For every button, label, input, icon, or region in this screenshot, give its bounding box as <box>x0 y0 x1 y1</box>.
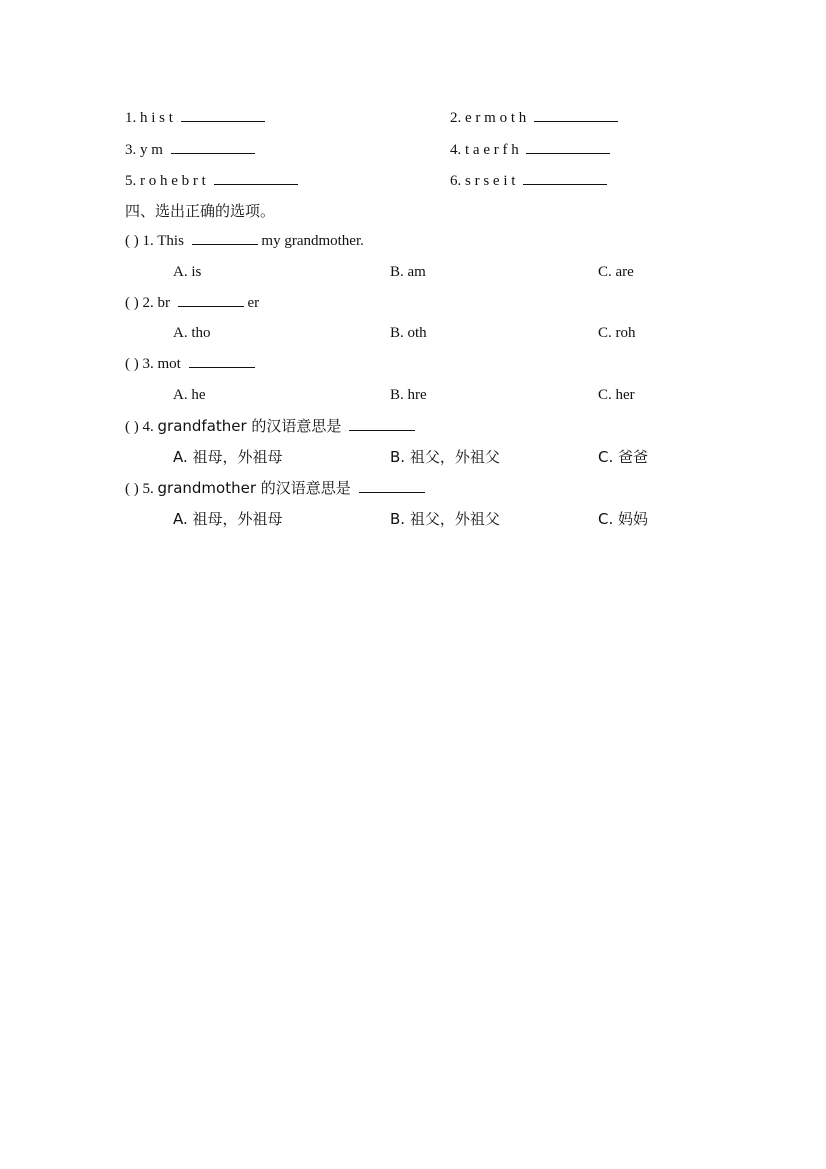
option-a[interactable]: A. 祖母，外祖母 <box>173 510 283 528</box>
question-text-before: br <box>157 295 170 311</box>
question-text-before: grandfather 的汉语意思是 <box>157 417 342 435</box>
question-text-after: er <box>247 295 260 311</box>
scramble-item-6 <box>450 170 607 192</box>
item-number: 3. <box>125 142 137 158</box>
scramble-item-5 <box>125 170 298 192</box>
question-1 <box>125 230 364 252</box>
question-blank <box>359 478 425 493</box>
option-a[interactable]: A. 祖母，外祖母 <box>173 448 283 466</box>
option-c[interactable]: C. roh <box>598 325 636 341</box>
question-number: 2. <box>142 295 154 311</box>
option-b[interactable]: B. am <box>390 264 426 280</box>
question-number: 3. <box>142 356 154 372</box>
answer-blank[interactable] <box>181 107 265 122</box>
question-3 <box>125 353 255 375</box>
answer-paren[interactable]: ( ) <box>125 233 139 249</box>
item-number: 6. <box>450 173 462 189</box>
question-number: 4. <box>142 419 154 435</box>
question-blank <box>349 416 415 431</box>
scrambled-letters: e r m o t h <box>465 110 527 126</box>
question-5 <box>125 477 425 499</box>
option-b[interactable]: B. 祖父，外祖父 <box>390 448 500 466</box>
answer-blank[interactable] <box>214 170 298 185</box>
item-number: 1. <box>125 110 137 126</box>
answer-paren[interactable]: ( ) <box>125 356 139 372</box>
scrambled-letters: t a e r f h <box>465 142 519 158</box>
question-number: 5. <box>142 481 154 497</box>
answer-blank[interactable] <box>523 170 607 185</box>
question-number: 1. <box>142 233 154 249</box>
scrambled-letters: y m <box>140 142 163 158</box>
option-b[interactable]: B. hre <box>390 387 427 403</box>
scrambled-letters: s r s e i t <box>465 173 516 189</box>
question-2 <box>125 292 259 314</box>
item-number: 5. <box>125 173 137 189</box>
scrambled-letters: r o h e b r t <box>140 173 206 189</box>
option-b[interactable]: B. oth <box>390 325 427 341</box>
option-a[interactable]: A. tho <box>173 325 211 341</box>
scramble-item-3 <box>125 139 255 161</box>
option-a[interactable]: A. is <box>173 264 202 280</box>
option-c[interactable]: C. 妈妈 <box>598 510 649 528</box>
answer-blank[interactable] <box>534 107 618 122</box>
answer-blank[interactable] <box>526 139 610 154</box>
question-text-after: my grandmother. <box>261 233 364 249</box>
question-blank <box>178 292 244 307</box>
scramble-item-4 <box>450 139 610 161</box>
option-c[interactable]: C. 爸爸 <box>598 448 649 466</box>
option-b[interactable]: B. 祖父，外祖父 <box>390 510 500 528</box>
question-blank <box>189 353 255 368</box>
scrambled-letters: h i s t <box>140 110 173 126</box>
item-number: 2. <box>450 110 462 126</box>
question-text-before: mot <box>157 356 181 372</box>
option-a[interactable]: A. he <box>173 387 206 403</box>
question-text-before: grandmother 的汉语意思是 <box>157 479 351 497</box>
answer-blank[interactable] <box>171 139 255 154</box>
answer-paren[interactable]: ( ) <box>125 419 139 435</box>
question-blank <box>192 230 258 245</box>
answer-paren[interactable]: ( ) <box>125 481 139 497</box>
option-c[interactable]: C. her <box>598 387 635 403</box>
question-4 <box>125 415 415 437</box>
section-heading: 四、选出正确的选项。 <box>125 202 276 220</box>
question-text-before: This <box>157 233 184 249</box>
scramble-item-2 <box>450 107 618 129</box>
scramble-item-1 <box>125 107 265 129</box>
item-number: 4. <box>450 142 462 158</box>
option-c[interactable]: C. are <box>598 264 634 280</box>
answer-paren[interactable]: ( ) <box>125 295 139 311</box>
